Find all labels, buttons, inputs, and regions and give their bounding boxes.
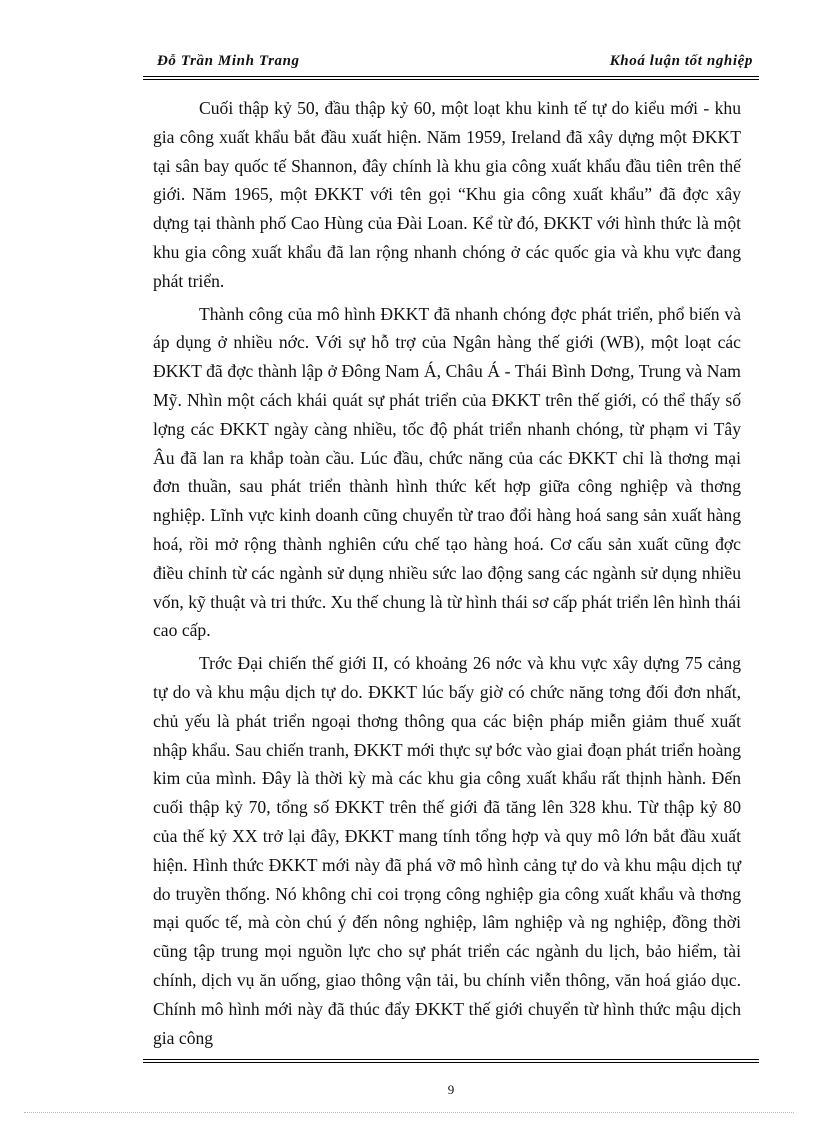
page-header <box>143 40 759 80</box>
paragraph-2: Thành công của mô hình ĐKKT đã nhanh chóng đợc phát triển, phổ biến và áp dụng ở nhiều nớc. Với sự hỗ trợ của Ngân hàng thế giới (WB), một loạt các ĐKKT đã đợc thành lập ở Đông Nam Á, Châu Á - Thái Bình Dơng, Trung và Nam Mỹ. Nhìn một cách khái quát sự phát triển của ĐKKT trên thế giới, có thể thấy số lợng các ĐKKT ngày càng nhiều, tốc độ phát triển nhanh chóng, từ phạm vi Tây Âu đã lan ra khắp toàn cầu. Lúc đầu, chức năng của các ĐKKT chỉ là thơng mại đơn thuần, sau phát triển thành hình thức kết hợp giữa công nghiệp và thơng nghiệp. Lĩnh vực kinh doanh cũng chuyển từ trao đổi hàng hoá sang sản xuất hàng hoá, rồi mở rộng thành nghiên cứu chế tạo hàng hoá. Cơ cấu sản xuất cũng đợc điều chỉnh từ các ngành sử dụng nhiều sức lao động sang các ngành sử dụng nhiều vốn, kỹ thuật và tri thức. Xu thế chung là từ hình thái sơ cấp phát triển lên hình thái cao cấp. <box>153 303 741 641</box>
body-text <box>153 94 741 1056</box>
header-title: Khoá luận tốt nghiệp <box>609 53 753 69</box>
page-footer <box>143 1059 759 1115</box>
page-number: 9 <box>447 1082 455 1097</box>
header-author: Đỗ Trần Minh Trang <box>157 53 300 69</box>
paragraph-1: Cuối thập kỷ 50, đầu thập kỷ 60, một loạt khu kinh tế tự do kiểu mới - khu gia công xuất khẩu bắt đầu xuất hiện. Năm 1959, Ireland đã xây dựng một ĐKKT tại sân bay quốc tế Shannon, đây chính là khu gia công xuất khẩu đầu tiên trên thế giới. Năm 1965, một ĐKKT với tên gọi “Khu gia công xuất khẩu” đã đợc xây dựng tại thành phố Cao Hùng của Đài Loan. Kể từ đó, ĐKKT với hình thức là một khu gia công xuất khẩu đã lan rộng nhanh chóng ở các quốc gia và khu vực đang phát triển. <box>153 98 741 291</box>
page-bottom-divider <box>24 1112 794 1113</box>
paragraph-3: Trớc Đại chiến thế giới II, có khoảng 26 nớc và khu vực xây dựng 75 cảng tự do và khu mậu dịch tự do. ĐKKT lúc bấy giờ có chức năng tơng đối đơn nhất, chủ yếu là phát triển ngoại thơng thông qua các biện pháp miễn giảm thuế xuất nhập khẩu. Sau chiến tranh, ĐKKT mới thực sự bớc vào giai đoạn phát triển hoàng kim của mình. Đây là thời kỳ mà các khu gia công xuất khẩu rất thịnh hành. Đến cuối thập kỷ 70, tổng số ĐKKT trên thế giới đã tăng lên 328 khu. Từ thập kỷ 80 của thế kỷ XX trở lại đây, ĐKKT mang tính tổng hợp và quy mô lớn bắt đầu xuất hiện. Hình thức ĐKKT mới này đã phá vỡ mô hình cảng tự do và khu mậu dịch tự do truyền thống. Nó không chỉ coi trọng công nghiệp gia công xuất khẩu và thơng mại quốc tế, mà còn chú ý đến nông nghiệp, lâm nghiệp và ng nghiệp, đồng thời cũng tập trung mọi nguồn lực cho sự phát triển các ngành du lịch, bảo hiểm, tài chính, dịch vụ ăn uống, giao thông vận tải, bu chính viễn thông, văn hoá giáo dục. Chính mô hình mới này đã thúc đẩy ĐKKT thế giới chuyển từ hình thức mậu dịch gia công <box>153 653 741 1048</box>
